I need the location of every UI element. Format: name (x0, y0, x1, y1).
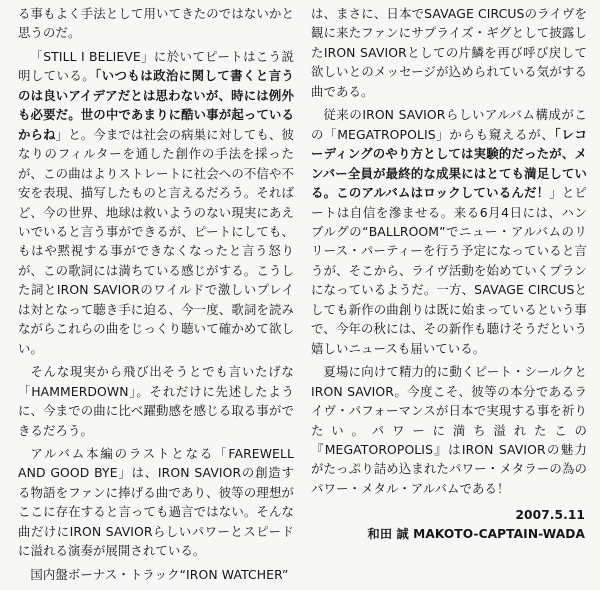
left-paragraph-4 (18, 444, 294, 561)
right-paragraph-3 (311, 362, 587, 498)
left-paragraph-1 (18, 4, 294, 43)
signature-date: 2007.5.11 (515, 508, 585, 523)
right-p2-text-b: 」とピートは自信を滲ませる。来る6月4日には、ハンブルグの“BALLROOM”でニュー・アルバムのリリース・パーティーを行う予定になっていると言うが、そこから、ライヴ活動を始めていくプランになっているようだ。一方、SAVAGE CIRCUSとしても新作の曲創りは既に始まっているという事で、今年の秋には、その新作も聴けそうだという嬉しいニュースも届いている。 (311, 185, 587, 356)
right-paragraph-2 (311, 105, 587, 358)
right-p2-quote: 「レコーディングのやり方としては実験的だったが、メンバー全員が最終的な成果にはとても満足している。このアルバムはロックしているんだ！ (311, 126, 587, 201)
right-p3-text: 夏場に向けて精力的に動くピート・シールクとIRON SAVIOR。今度こそ、彼等の本分であるライヴ・パフォーマンスが日本で実現する事を祈りたい。パワーに満ち溢れたこの『MEGATOROPOLIS』はIRON SAVIORの魅力がたっぷり詰め込まれたパワー・メタラーの為のパワー・メタル・アルバムである！ (311, 364, 587, 496)
left-paragraph-5 (18, 565, 294, 584)
left-p2-text-b: 」と。今までは社会の病巣に対しても、彼なりのフィルターを通した創作の手法を採ったが、この曲はよりストレートに社会への不信や不安を表現、描写したものと言えるだろう。そればど、今の世界、地球は救いようのない現実にあえいでいると言う事ができるが、ピートにしても、もはや黙視する事ができなくなったと言う怒りが、この歌詞には満ちている感じがする。こうした詞とIRON SAVIORのワイルドで激しいプレイは対となって聴き手に迫る、今一度、歌詞を読みながらこれらの曲をじっくり聴いて確かめて欲しい。 (18, 126, 294, 356)
left-p2-text-a: 「STILL I BELIEVE」に於いてピートはこう説明している。 (18, 48, 294, 84)
left-p2-quote: 「いつもは政治に関して書くと言うのは良いアイデアだとは思わないが、時には例外も必要だ。世の中であまりに酷い事が起っているからね (18, 68, 294, 142)
left-column (18, 4, 294, 590)
left-p4-text: アルバム本編のラストとなる「FAREWELL AND GOOD BYE」は、IRON SAVIORの創造する物語をファンに捧げる曲であり、彼等の理想がここに存在すると言っても過言ではない。そんな曲だけにIRON SAVIORらしいパワーとスピードに溢れる演奏が展開されている。 (18, 445, 294, 559)
right-p1-text: は、まさに、日本でSAVAGE CIRCUSのライヴを観に来たファンにサプライズ・ギグとして披露したIRON SAVIORとしての片鱗を再び呼び戻して欲しいとのメッセージが込められている気がする曲である。 (311, 6, 587, 99)
left-p1-text: る事もよく手法として用いてきたのではないかと思うのだ。 (18, 6, 294, 41)
left-paragraph-2 (18, 47, 294, 358)
left-p3-text: そんな現実から飛び出そうとでも言いたげな「HAMMERDOWN」。それだけに先述したように、今までの曲に比べ躍動感を感じる取る事ができるだろう。 (18, 364, 294, 438)
right-column (311, 4, 587, 590)
signature-author: 和田 誠 MAKOTO-CAPTAIN-WADA (367, 527, 585, 542)
right-paragraph-1 (311, 4, 587, 101)
left-paragraph-3 (18, 362, 294, 440)
right-p2-text-a: 従来のIRON SAVIORらしいアルバム構成がこの「MEGATROPOLIS」からも窺えるが、 (311, 107, 587, 142)
left-p5-text: 国内盤ボーナス・トラック“IRON WATCHER” (30, 566, 289, 582)
